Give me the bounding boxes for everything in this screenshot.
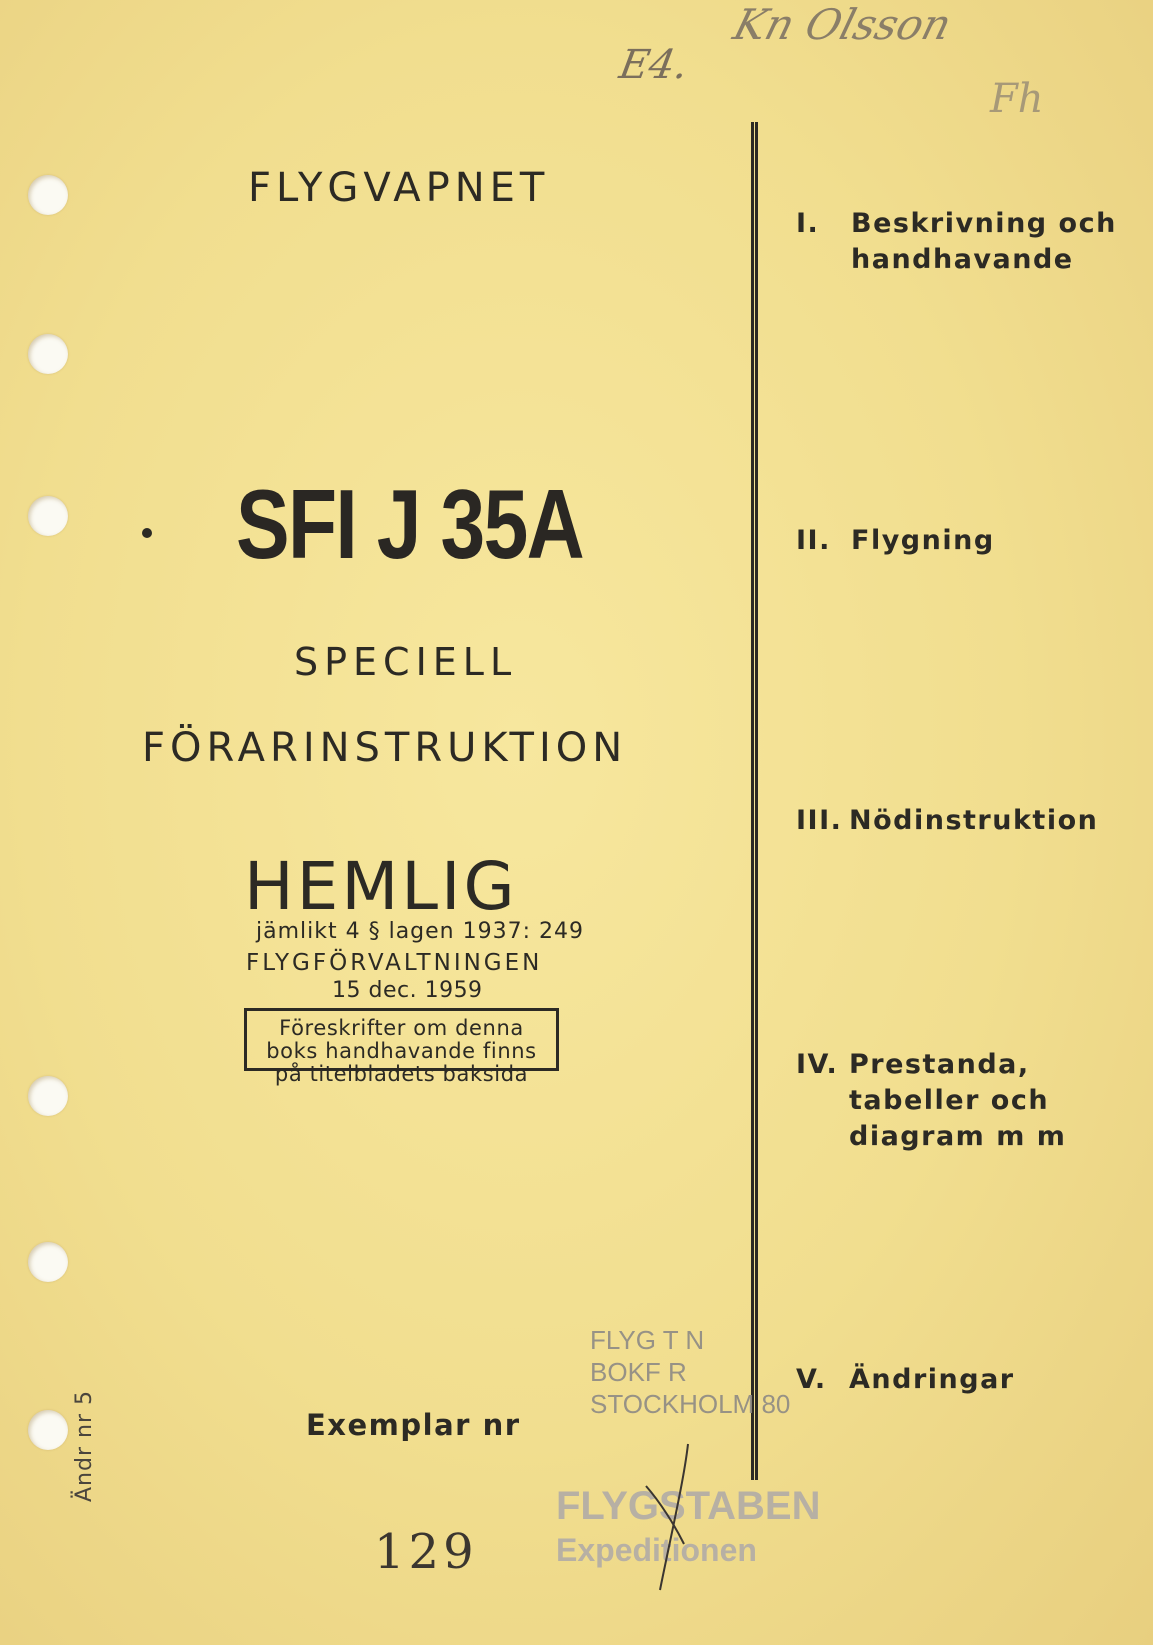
- section-title: Beskrivning och handhavande: [851, 208, 1117, 275]
- section-numeral: V.: [796, 1364, 827, 1395]
- punch-hole: [28, 334, 68, 374]
- pen-slash-mark: [640, 1440, 700, 1600]
- section-numeral: II.: [796, 525, 831, 556]
- bullet-mark: [142, 528, 152, 538]
- copy-number-label: Exemplar nr: [306, 1408, 521, 1442]
- classification-level: HEMLIG: [244, 848, 518, 925]
- manual-designation: SFI J 35A: [236, 469, 584, 579]
- stamp-line: STOCKHOLM 80: [590, 1389, 791, 1419]
- amendment-number: Ändr nr 5: [72, 1390, 97, 1502]
- section-title: Nödinstruktion: [849, 805, 1099, 836]
- handwritten-name: Kn Olsson: [728, 0, 957, 49]
- punch-hole: [28, 175, 68, 215]
- punch-hole: [28, 1242, 68, 1282]
- section-numeral: III.: [796, 805, 843, 836]
- notice-line: Föreskrifter om denna: [279, 1016, 524, 1040]
- title-line-1: SPECIELL: [294, 640, 518, 684]
- title-line-2: FÖRARINSTRUKTION: [142, 725, 628, 771]
- stamp-line: Expeditionen: [556, 1532, 757, 1568]
- stamp-line: FLYGSTABEN: [556, 1484, 821, 1528]
- punch-hole: [28, 496, 68, 536]
- registry-stamp: [590, 1324, 790, 1420]
- section-title: Flygning: [851, 525, 995, 556]
- handwritten-code: E4.: [615, 42, 692, 88]
- handling-notice-box: [244, 1008, 559, 1086]
- classification-legal-basis: jämlikt 4 § lagen 1937: 249: [256, 919, 585, 944]
- section-title: Prestanda, tabeller och diagram m m: [849, 1049, 1067, 1152]
- section-numeral: I.: [796, 208, 820, 239]
- copy-number: 129: [374, 1524, 478, 1580]
- handwritten-initials: Fh: [990, 76, 1044, 122]
- section-numeral: IV.: [796, 1049, 839, 1080]
- notice-line: boks handhavande finns: [266, 1039, 537, 1063]
- classification-date: 15 dec. 1959: [332, 978, 483, 1003]
- punch-hole: [28, 1410, 68, 1450]
- section-title: Ändringar: [849, 1364, 1015, 1395]
- classification-authority: FLYGFÖRVALTNINGEN: [246, 950, 543, 976]
- stamp-line: FLYG T N: [590, 1325, 705, 1355]
- punch-hole: [28, 1076, 68, 1116]
- stamp-line: BOKF R: [590, 1357, 687, 1387]
- double-divider-line: [751, 122, 758, 1480]
- notice-line: på titelbladets baksida: [274, 1062, 529, 1086]
- organization-title: FLYGVAPNET: [248, 165, 550, 211]
